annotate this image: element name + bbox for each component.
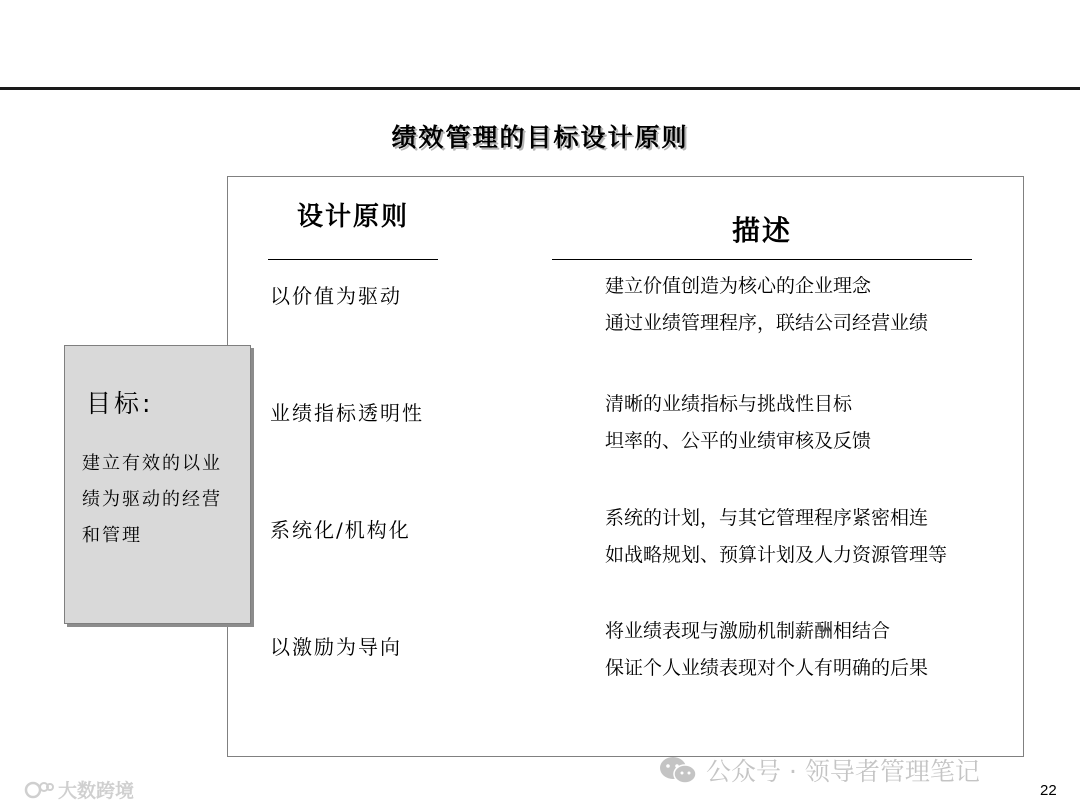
description-line: 建立价值创造为核心的企业理念 xyxy=(605,275,872,297)
description-item xyxy=(605,613,928,687)
description-line: 坦率的、公平的业绩审核及反馈 xyxy=(605,430,872,452)
description-item xyxy=(605,386,871,460)
watermark-right xyxy=(658,752,980,788)
goal-line: 建立有效的以业 xyxy=(82,453,222,474)
slide-title: 绩效管理的目标设计原则 xyxy=(391,123,689,152)
principle-header: 设计原则 xyxy=(296,202,409,232)
description-item xyxy=(605,268,928,342)
description-line: 系统的计划，与其它管理程序紧密相连 xyxy=(605,507,929,529)
wechat-icon xyxy=(658,755,698,785)
description-line: 如战略规划、预算计划及人力资源管理等 xyxy=(605,544,948,566)
watermark-left-text: 大数跨境 xyxy=(58,780,135,802)
description-header: 描述 xyxy=(731,214,792,247)
principle-header-rule xyxy=(268,259,438,260)
page-number: 22 xyxy=(1040,782,1057,799)
principle-item: 业绩指标透明性 xyxy=(270,401,424,425)
description-line: 通过业绩管理程序，联结公司经营业绩 xyxy=(605,312,929,334)
description-header-rule xyxy=(552,259,972,260)
principle-item: 以激励为导向 xyxy=(270,635,402,659)
principle-item: 以价值为驱动 xyxy=(270,284,402,308)
watermark-left xyxy=(24,776,134,803)
goal-text xyxy=(82,446,242,554)
goal-line: 绩为驱动的经营 xyxy=(82,489,222,510)
description-item xyxy=(605,500,947,574)
principle-item: 系统化/机构化 xyxy=(270,518,411,542)
goal-box xyxy=(64,345,251,624)
watermark-right-text: 公众号 · 领导者管理笔记 xyxy=(706,757,980,786)
description-line: 将业绩表现与激励机制薪酬相结合 xyxy=(605,620,891,642)
goal-title: 目标: xyxy=(86,389,154,418)
goal-line: 和管理 xyxy=(82,525,142,546)
logo-icon xyxy=(24,779,54,801)
description-line: 保证个人业绩表现对个人有明确的后果 xyxy=(605,657,929,679)
description-line: 清晰的业绩指标与挑战性目标 xyxy=(605,393,853,415)
top-rule xyxy=(0,87,1080,90)
